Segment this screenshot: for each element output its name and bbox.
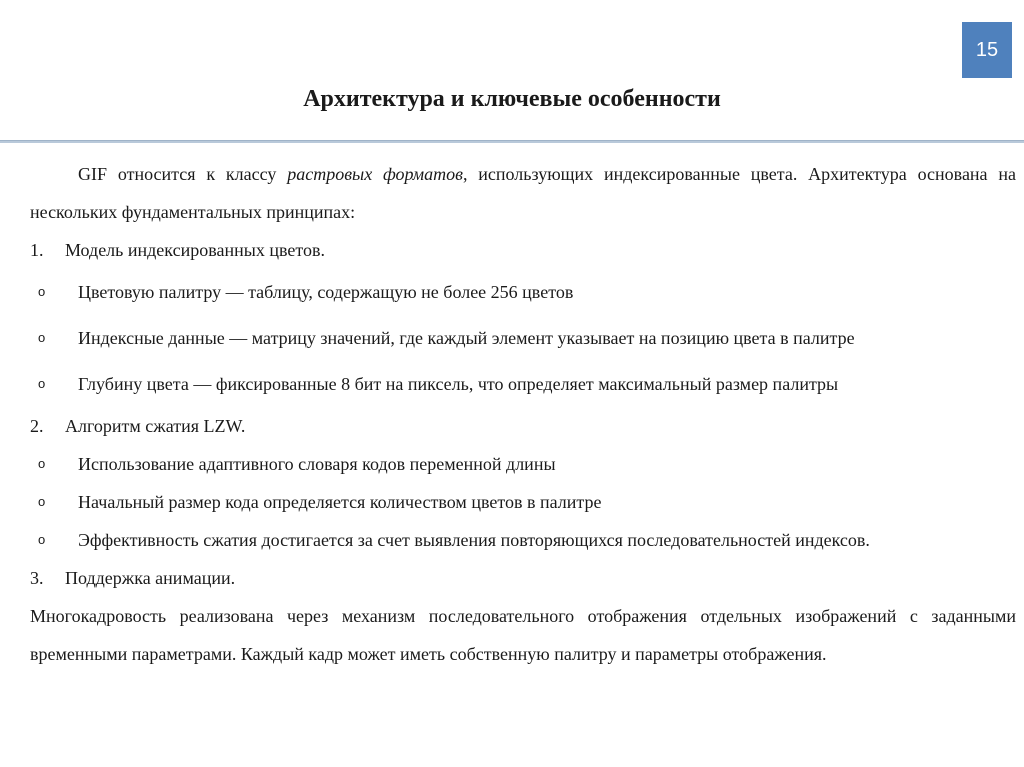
section-heading-3: 3. Поддержка анимации. [30,568,236,588]
slide-number: 15 [975,38,999,61]
bullet-item: o Индексные данные — матрицу значений, где каждый элемент указывает на позицию цвета в палитре [30,315,1016,361]
bullet-item: o Начальный размер кода определяется количеством цветов в палитре [30,483,1016,521]
bullet-marker: o [38,376,46,391]
section-heading-2: 2. Алгоритм сжатия LZW. [30,416,246,436]
bullet-marker: o [38,456,46,471]
slide-number-badge [962,22,1012,78]
intro-paragraph: GIF относится к классу растровых форматов, использующих индексированные цвета. Архитектура основана на нескольких фундаментальных принципах: [30,164,1016,222]
bullet-marker: o [38,532,46,547]
section-heading-1: 1. Модель индексированных цветов. [30,240,325,260]
intro-emphasis: растровых форматов [287,164,463,184]
bullet-item: o Использование адаптивного словаря кодов переменной длины [30,445,1016,483]
bullet-item: o Цветовую палитру — таблицу, содержащую не более 256 цветов [30,269,1016,315]
bullet-marker: o [38,284,46,299]
bullet-marker: o [38,330,46,345]
bullet-item: o Глубину цвета — фиксированные 8 бит на пиксель, что определяет максимальный размер палитры [30,361,1016,407]
bullet-item: o Эффективность сжатия достигается за счет выявления повторяющихся последовательностей индексов. [30,521,1016,559]
closing-paragraph: Многокадровость реализована через механизм последовательного отображения отдельных изображений с заданными временными параметрами. Каждый кадр может иметь собственную палитру и параметры отображения. [30,606,1016,664]
title-divider [0,140,1024,143]
slide-body [30,155,1016,673]
bullet-marker: o [38,494,46,509]
slide-title: Архитектура и ключевые особенности [303,86,721,112]
